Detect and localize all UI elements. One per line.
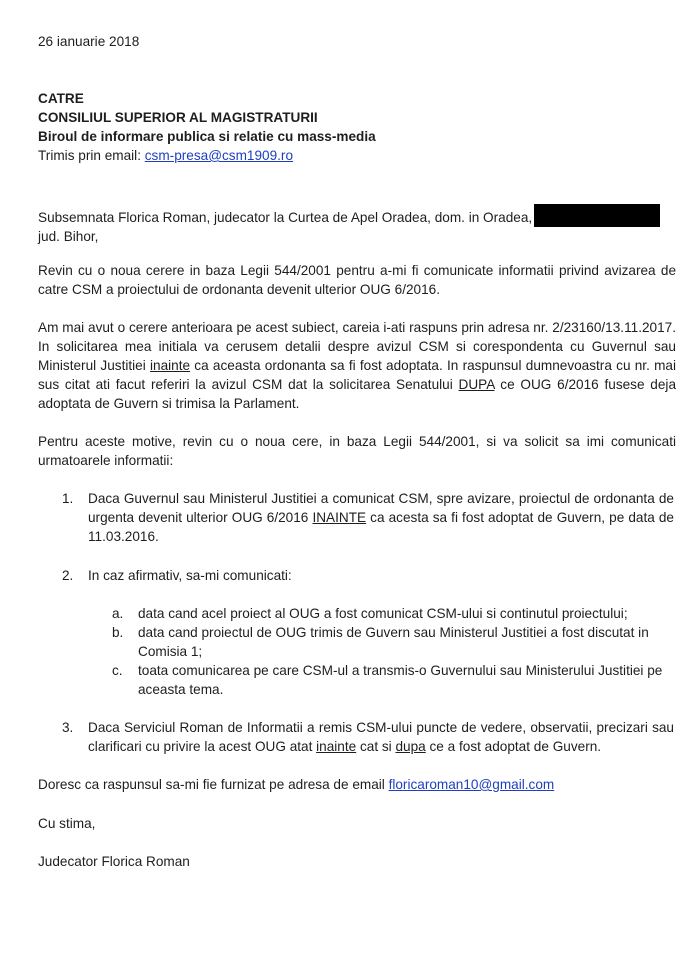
list-item-3-part-2: cat si (356, 739, 396, 754)
csm-email-link[interactable]: csm-presa@csm1909.ro (144, 148, 294, 163)
closing-salutation: Cu stima, (38, 816, 96, 831)
sub-item-c (112, 661, 674, 699)
list-item-1-underline: INAINTE (312, 510, 367, 525)
sub-item-c-letter: c. (112, 663, 123, 678)
letter-date: 26 ianuarie 2018 (38, 34, 140, 49)
list-item-3-number: 3. (62, 720, 74, 735)
paragraph-2-underline-dupa: DUPA (458, 377, 495, 392)
addressee-council: CONSILIUL SUPERIOR AL MAGISTRATURII (38, 110, 318, 125)
list-item-2 (62, 566, 674, 585)
paragraph-1: Revin cu o noua cerere in baza Legii 544/2001 pentru a-mi fi comunicate informatii privind avizarea de catre CSM a proiectului de ordonanta devenit ulterior OUG 6/2016. (38, 263, 676, 297)
redaction-bar (534, 204, 660, 227)
list-item-2-text: In caz afirmativ, sa-mi comunicati: (88, 568, 292, 583)
list-item-3-text (88, 718, 674, 756)
sub-item-a-letter: a. (112, 606, 124, 621)
sub-item-a-text: data cand acel proiect al OUG a fost comunicat CSM-ului si continutul proiectului; (138, 606, 628, 621)
reply-request-line (38, 775, 676, 794)
list-item-2-number: 2. (62, 568, 74, 583)
paragraph-2-part-3: ce OUG 6/2016 fusese deja adoptata de Guvern si trimisa la Parlament. (38, 377, 677, 411)
signature-line: Judecator Florica Roman (38, 854, 190, 869)
sub-item-b-text: data cand proiectul de OUG trimis de Guvern sau Ministerul Justitiei a fost discutat in Comisia 1; (138, 625, 649, 659)
paragraph-2-part-2: ca aceasta ordonanta sa fi fost adoptata. In raspunsul dumnevoastra cu nr. mai sus citat ati facut referiri la avizul CSM dat la solicitarea Senatului (38, 358, 677, 392)
list-item-1-number: 1. (62, 491, 74, 506)
sub-item-c-text: toata comunicarea pe care CSM-ul a transmis-o Guvernului sau Ministerului Justitiei pe aceasta tema. (138, 663, 663, 697)
paragraph-3: Pentru aceste motive, revin cu o noua cere, in baza Legii 544/2001, si va solicit sa imi comunicati urmatoarele informatii: (38, 434, 676, 468)
reply-email-link[interactable]: floricaroman10@gmail.com (388, 777, 555, 792)
list-item-3-part-1: Daca Serviciul Roman de Informatii a remis CSM-ului puncte de vedere, observatii, precizari sau clarificari cu privire la acest OUG atat (88, 720, 674, 754)
list-item-3-underline-dupa: dupa (395, 739, 426, 754)
list-item-3-underline-inainte: inainte (316, 739, 357, 754)
list-item-3-part-3: ce a fost adoptat de Guvern. (425, 739, 602, 754)
intro-line-1: Subsemnata Florica Roman, judecator la Curtea de Apel Oradea, dom. in Oradea, (38, 210, 533, 225)
paragraph-2-underline-inainte: inainte (150, 358, 191, 373)
intro-paragraph (38, 204, 676, 246)
reply-request-text: Doresc ca raspunsul sa-mi fie furnizat pe adresa de email (38, 777, 389, 792)
addressee-office: Biroul de informare publica si relatie cu mass-media (38, 129, 376, 144)
sub-item-a (112, 604, 674, 623)
sub-item-b (112, 623, 674, 661)
sub-item-b-letter: b. (112, 625, 124, 640)
list-item-1-part-1: Daca Guvernul sau Ministerul Justitiei a comunicat CSM, spre avizare, proiectul de ordonanta de urgenta devenit ulterior OUG 6/2016 (88, 491, 674, 525)
list-item-1-part-2: ca acesta sa fi fost adoptat de Guvern, pe data de 11.03.2016. (88, 510, 674, 544)
sent-by-label: Trimis prin email: (38, 148, 145, 163)
intro-line-2: jud. Bihor, (38, 229, 99, 244)
paragraph-2 (38, 318, 676, 413)
sent-by-line (38, 146, 676, 165)
list-item-1-text (88, 489, 674, 546)
addressee-to: CATRE (38, 91, 84, 106)
list-item-3 (62, 718, 674, 756)
list-item-1 (62, 489, 674, 546)
paragraph-2-part-1: Am mai avut o cerere anterioara pe acest subiect, careia i-ati raspuns prin adresa nr. 2/23160/13.11.2017. In solicitarea mea initiala va cerusem detalii despre avizul CSM si corespondenta cu Guvernul sau Ministerul Justitiei (38, 320, 676, 373)
